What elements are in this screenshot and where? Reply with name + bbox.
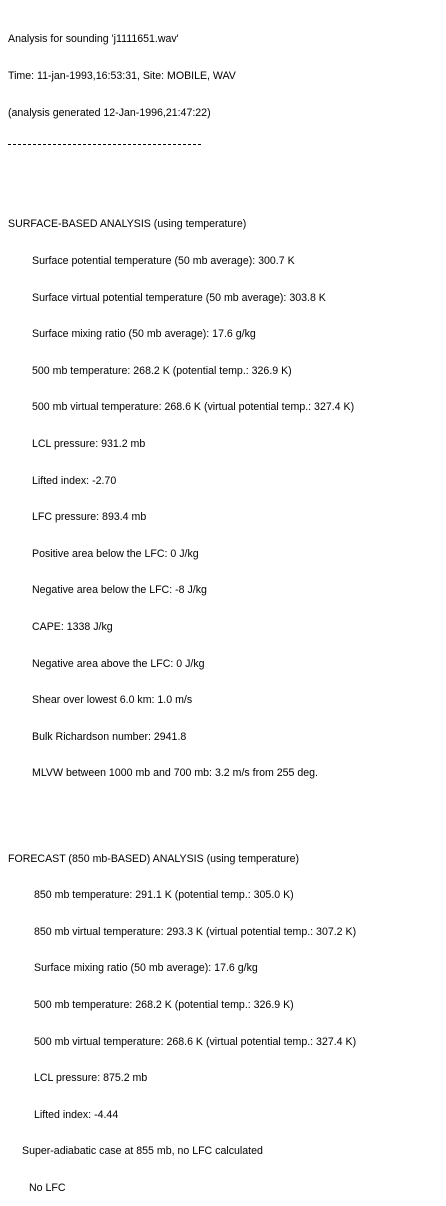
surface-line: Surface potential temperature (50 mb average): 300.7 K — [32, 254, 295, 267]
header-divider — [8, 144, 201, 145]
forecast-line: 850 mb virtual temperature: 293.3 K (virtual potential temp.: 307.2 K) — [34, 925, 357, 938]
surface-line: Bulk Richardson number: 2941.8 — [32, 730, 187, 743]
forecast-line: 500 mb temperature: 268.2 K (potential temp.: 326.9 K) — [34, 999, 294, 1012]
surface-line: 500 mb temperature: 268.2 K (potential temp.: 326.9 K) — [32, 364, 292, 377]
report-time-site: Time: 11-jan-1993,16:53:31, Site: MOBILE, WAV — [8, 70, 236, 82]
superadiabatic-note: Super-adiabatic case at 855 mb, no LFC calculated — [22, 1145, 263, 1158]
forecast-line: LCL pressure: 875.2 mb — [34, 1072, 148, 1085]
surface-line: MLVW between 1000 mb and 700 mb: 3.2 m/s from 255 deg. — [32, 767, 318, 780]
no-lfc-note: No LFC — [29, 1182, 66, 1195]
surface-line: Positive area below the LFC: 0 J/kg — [32, 547, 199, 560]
surface-line: LFC pressure: 893.4 mb — [32, 511, 147, 524]
surface-line: Negative area above the LFC: 0 J/kg — [32, 657, 205, 670]
forecast-line: 500 mb virtual temperature: 268.6 K (virtual potential temp.: 327.4 K) — [34, 1035, 357, 1048]
surface-line: Surface virtual potential temperature (50 mb average): 303.8 K — [32, 291, 326, 304]
surface-analysis-heading: SURFACE-BASED ANALYSIS (using temperature) — [8, 218, 247, 231]
forecast-line: Surface mixing ratio (50 mb average): 17.6 g/kg — [34, 962, 258, 975]
forecast-line: Lifted index: -4.44 — [34, 1108, 119, 1121]
report-title: Analysis for sounding 'j1111651.wav' — [8, 33, 179, 46]
spacer — [8, 804, 442, 816]
forecast-line: 850 mb temperature: 291.1 K (potential temp.: 305.0 K) — [34, 889, 294, 902]
sounding-analysis-report — [8, 9, 442, 1206]
surface-line: Surface mixing ratio (50 mb average): 17.6 g/kg — [32, 328, 256, 341]
surface-line: CAPE: 1338 J/kg — [32, 620, 113, 633]
surface-line: 500 mb virtual temperature: 268.6 K (virtual potential temp.: 327.4 K) — [32, 401, 355, 414]
surface-line: Negative area below the LFC: -8 J/kg — [32, 584, 207, 597]
spacer — [8, 170, 442, 182]
report-generated: (analysis generated 12-Jan-1996,21:47:22) — [8, 106, 211, 119]
surface-line: Lifted index: -2.70 — [32, 474, 117, 487]
surface-line: Shear over lowest 6.0 km: 1.0 m/s — [32, 694, 193, 707]
forecast-analysis-heading: FORECAST (850 mb-BASED) ANALYSIS (using temperature) — [8, 852, 300, 865]
surface-line: LCL pressure: 931.2 mb — [32, 437, 146, 450]
